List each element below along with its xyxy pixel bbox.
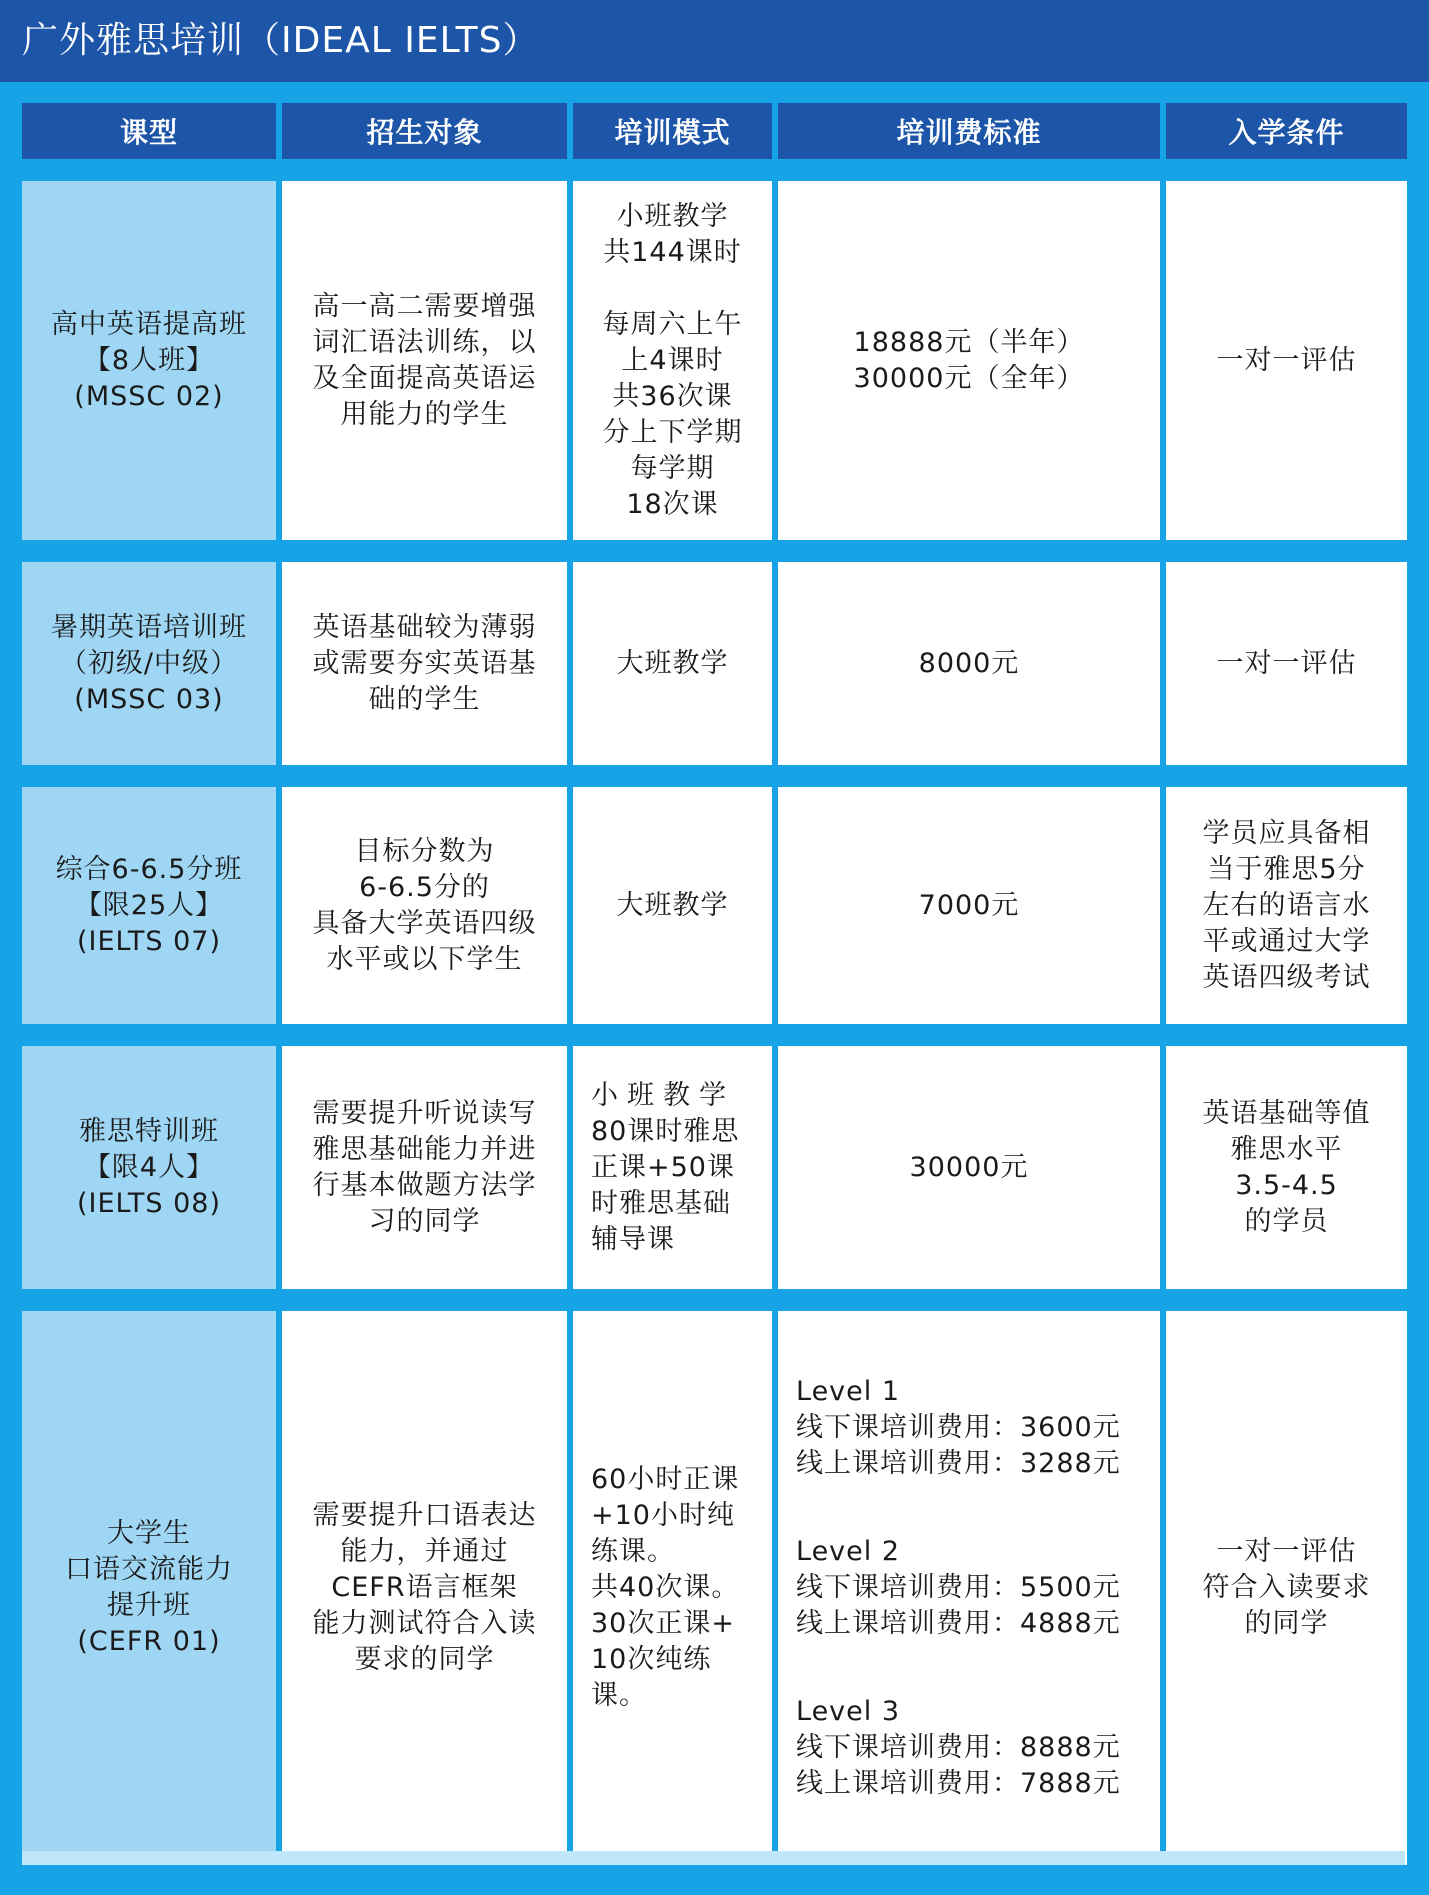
row1-audience-line: 高一高二需要增强 <box>312 290 537 322</box>
row3-condition-line: 平或通过大学 <box>1202 925 1371 957</box>
header-course-type: 课型 <box>22 103 276 159</box>
level-name: Level 2 <box>796 1536 901 1567</box>
row1-audience-line: 词汇语法训练，以 <box>312 326 537 358</box>
row5-course-line: 大学生 <box>107 1518 191 1549</box>
row1-mode-line: 每周六上午 <box>602 308 743 340</box>
row1-course-line: 高中英语提高班 <box>51 308 247 340</box>
row5-condition-line: 一对一评估 <box>1216 1536 1357 1567</box>
row2-mode <box>573 562 772 765</box>
header-mode: 培训模式 <box>573 103 772 159</box>
row1-mode-line: 分上下学期 <box>602 416 743 448</box>
row5-course-line: 提升班 <box>107 1590 191 1621</box>
row1-audience <box>282 181 567 540</box>
row5-audience <box>282 1311 567 1865</box>
level-online-fee: 线上课培训费用：7888元 <box>796 1768 1121 1799</box>
row1-course-line: 【8人班】 <box>83 344 215 376</box>
row5-mode <box>573 1311 772 1865</box>
row3-mode <box>573 787 772 1024</box>
row2-fee-line: 8000元 <box>918 647 1020 679</box>
row4-mode-line: 时雅思基础 <box>591 1187 731 1219</box>
row2-course-line: 暑期英语培训班 <box>51 611 247 643</box>
level-name: Level 3 <box>796 1696 901 1727</box>
row3-audience-line: 具备大学英语四级 <box>312 907 537 939</box>
row5-fee <box>778 1311 1160 1865</box>
row5-mode-line: 60小时正课 <box>591 1464 740 1495</box>
row1-mode-line: 每学期 <box>630 452 715 484</box>
row3-condition-line: 学员应具备相 <box>1202 817 1371 849</box>
row4-audience-line: 行基本做题方法学 <box>312 1169 537 1201</box>
level-offline-fee: 线下课培训费用：3600元 <box>796 1412 1121 1443</box>
row1-audience-line: 及全面提高英语运 <box>312 362 537 394</box>
row4-audience <box>282 1046 567 1289</box>
row4-course-line: 雅思特训班 <box>79 1115 219 1147</box>
row2-course-line: （初级/中级） <box>59 647 239 679</box>
row5-mode-line: 30次正课+ <box>591 1608 735 1639</box>
row1-mode-line: 小班教学 <box>616 200 729 232</box>
row4-mode-line: 辅导课 <box>591 1223 675 1255</box>
row1-mode-line: 18次课 <box>626 488 719 520</box>
row3-fee-line: 7000元 <box>918 889 1020 921</box>
row5-mode-line: 10次纯练 <box>591 1644 712 1675</box>
page-title: 广外雅思培训（IDEAL IELTS） <box>0 0 1429 82</box>
row3-audience-line: 目标分数为 <box>354 835 495 867</box>
row1-condition <box>1166 181 1407 540</box>
level-offline-fee: 线下课培训费用：5500元 <box>796 1572 1121 1603</box>
row4-mode-line: 小班教学 <box>591 1079 735 1111</box>
row5-audience-line: CEFR语言框架 <box>331 1572 518 1603</box>
level-offline-fee: 线下课培训费用：8888元 <box>796 1732 1121 1763</box>
row4-condition-line: 雅思水平 <box>1230 1133 1343 1165</box>
row4-condition <box>1166 1046 1407 1289</box>
course-table <box>22 103 1405 1827</box>
row5-condition <box>1166 1311 1407 1865</box>
header-fee: 培训费标准 <box>778 103 1160 159</box>
row5-course-line: 口语交流能力 <box>65 1554 233 1585</box>
level-name: Level 1 <box>796 1376 901 1407</box>
row3-course-line: 综合6-6.5分班 <box>55 853 243 885</box>
row3-condition-line: 左右的语言水 <box>1202 889 1371 921</box>
row4-course-line: (IELTS 08) <box>77 1187 221 1219</box>
row2-mode-line: 大班教学 <box>616 647 729 679</box>
row3-course-line: (IELTS 07) <box>77 925 221 957</box>
header-audience: 招生对象 <box>282 103 567 159</box>
row5-audience-line: 能力测试符合入读 <box>312 1608 537 1639</box>
row3-course-line: 【限25人】 <box>74 889 224 921</box>
row1-mode-line: 共144课时 <box>603 236 742 268</box>
row1-fee-line: 18888元（半年） <box>853 326 1085 358</box>
row1-course-line: (MSSC 02) <box>74 380 224 412</box>
row3-audience <box>282 787 567 1024</box>
row5-audience-line: 能力，并通过 <box>340 1536 509 1567</box>
row5-mode-line: 共40次课。 <box>591 1572 740 1603</box>
row4-condition-line: 3.5-4.5 <box>1235 1169 1338 1201</box>
row4-condition-line: 的学员 <box>1244 1205 1329 1237</box>
row4-audience-line: 雅思基础能力并进 <box>312 1133 537 1165</box>
row4-mode-line: 正课+50课 <box>591 1151 735 1183</box>
row2-audience <box>282 562 567 765</box>
header-condition: 入学条件 <box>1166 103 1407 159</box>
row3-mode-line: 大班教学 <box>616 889 729 921</box>
row4-audience-line: 习的同学 <box>368 1205 481 1237</box>
row5-course <box>22 1311 276 1865</box>
row3-course <box>22 787 276 1024</box>
row4-mode-line: 80课时雅思 <box>591 1115 740 1147</box>
row2-course-line: (MSSC 03) <box>74 683 224 715</box>
row5-mode-line: 课。 <box>591 1680 647 1711</box>
row3-audience-line: 水平或以下学生 <box>326 943 523 975</box>
row1-course <box>22 181 276 540</box>
row5-course-line: (CEFR 01) <box>77 1626 221 1657</box>
row5-mode-line: 练课。 <box>591 1536 675 1567</box>
row4-fee <box>778 1046 1160 1289</box>
row5-condition-line: 的同学 <box>1244 1608 1329 1639</box>
row2-audience-line: 或需要夯实英语基 <box>312 647 537 679</box>
row2-fee <box>778 562 1160 765</box>
row2-condition-line: 一对一评估 <box>1216 647 1357 679</box>
level-online-fee: 线上课培训费用：4888元 <box>796 1608 1121 1639</box>
row5-mode-line: +10小时纯 <box>591 1500 735 1531</box>
row1-mode <box>573 181 772 540</box>
row2-condition <box>1166 562 1407 765</box>
row2-course <box>22 562 276 765</box>
row3-audience-line: 6-6.5分的 <box>359 871 490 903</box>
row1-condition-line: 一对一评估 <box>1216 344 1357 376</box>
row4-mode <box>573 1046 772 1289</box>
row2-audience-line: 础的学生 <box>368 683 481 715</box>
row5-audience-line: 要求的同学 <box>354 1644 495 1675</box>
row3-fee <box>778 787 1160 1024</box>
row1-fee <box>778 181 1160 540</box>
row3-condition-line: 英语四级考试 <box>1202 961 1371 993</box>
row4-audience-line: 需要提升听说读写 <box>312 1097 537 1129</box>
level-online-fee: 线上课培训费用：3288元 <box>796 1448 1121 1479</box>
row5-audience-line: 需要提升口语表达 <box>312 1500 537 1531</box>
row2-audience-line: 英语基础较为薄弱 <box>312 611 537 643</box>
row1-mode-line: 上4课时 <box>621 344 724 376</box>
row4-condition-line: 英语基础等值 <box>1202 1097 1371 1129</box>
row1-audience-line: 用能力的学生 <box>340 398 509 430</box>
row4-fee-line: 30000元 <box>909 1151 1029 1183</box>
row3-condition-line: 当于雅思5分 <box>1207 853 1366 885</box>
row1-mode-line: 共36次课 <box>612 380 733 412</box>
row1-fee-line: 30000元（全年） <box>853 362 1085 394</box>
bottom-bar <box>22 1851 1405 1865</box>
row5-condition-line: 符合入读要求 <box>1202 1572 1371 1603</box>
row4-course-line: 【限4人】 <box>83 1151 215 1183</box>
row4-course <box>22 1046 276 1289</box>
row3-condition <box>1166 787 1407 1024</box>
